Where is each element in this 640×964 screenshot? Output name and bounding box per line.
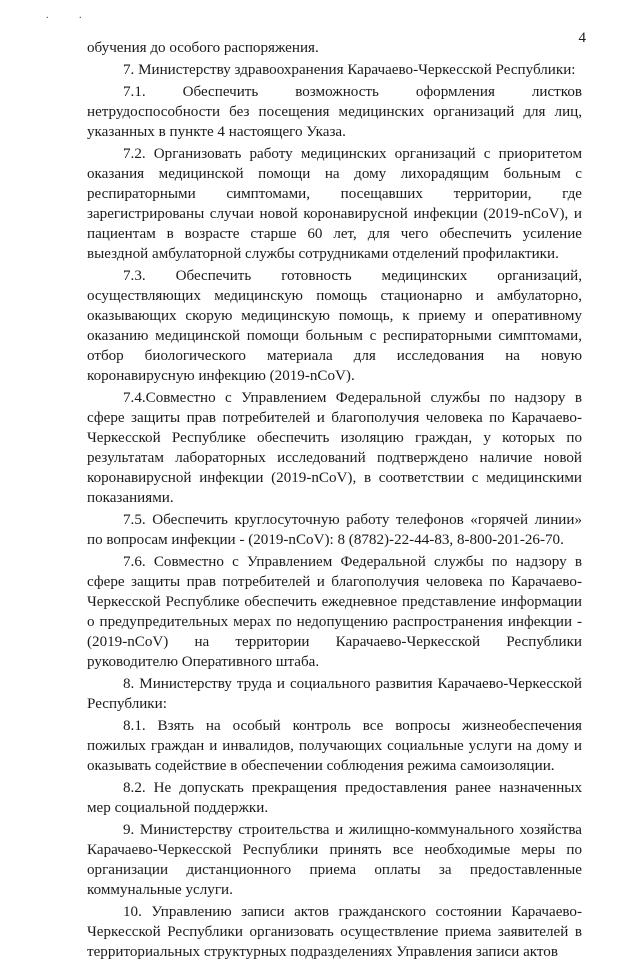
paragraph: 10. Управлению записи актов гражданского состоянии Карачаево-Черкесской Республики организовать осуществление приема заявителей в территориальных структурных подразделениях Управления записи актов — [87, 904, 582, 960]
paragraph: 7.6. Совместно с Управлением Федеральной службы по надзору в сфере защиты прав потребителей и благополучия человека по Карачаево-Черкесской Республике обеспечить ежедневное представление информации о предупредительных мерах по недопущению распространения инфекции - (2019-nCoV) на территории Карачаево-Черкесской Республики руководителю Оперативного штаба. — [87, 554, 582, 670]
paragraph: 7.2. Организовать работу медицинских организаций с приоритетом оказания медицинской помощи на дому лихорадящим больным с респираторными симптомами, посещавших территории, где зарегистрированы случаи новой коронавирусной инфекции (2019-nCoV), и пациентам в возрасте старше 60 лет, для чего обеспечить усиление выездной амбулаторной службы сотрудниками отделений профилактики. — [87, 146, 582, 262]
paragraph: 8. Министерству труда и социального развития Карачаево-Черкесской Республики: — [87, 676, 582, 712]
paragraph: 8.2. Не допускать прекращения предоставления ранее назначенных мер социальной поддержки. — [87, 780, 582, 816]
paragraph: 8.1. Взять на особый контроль все вопросы жизнеобеспечения пожилых граждан и инвалидов, получающих социальные услуги на дому и оказывать содействие в обеспечении соблюдения режима самоизоляции. — [87, 718, 582, 774]
paragraph: обучения до особого распоряжения. — [87, 40, 319, 56]
paragraph: 7.4.Совместно с Управлением Федеральной службы по надзору в сфере защиты прав потребителей и благополучия человека по Карачаево-Черкесской Республике обеспечить изоляцию граждан, у которых по результатам лабораторных исследований подтверждено наличие новой коронавирусной инфекции (2019-nCoV), в соответствии с медицинскими показаниями. — [87, 390, 582, 506]
page-number: 4 — [578, 30, 586, 46]
paragraph: 7.5. Обеспечить круглосуточную работу телефонов «горячей линии» по вопросам инфекции - (2019-nCoV): 8 (8782)-22-44-83, 8-800-201-26-70. — [87, 512, 582, 548]
paragraph: 7.3. Обеспечить готовность медицинских организаций, осуществляющих медицинскую помощь стационарно и амбулаторно, оказывающих скорую медицинскую помощь, к приему и оперативному оказанию медицинской помощи больным с респираторными симптомами, отбор биологического материала для исследования на новую коронавирусную инфекцию (2019-nCoV). — [87, 268, 582, 384]
scan-marks: . . — [46, 10, 96, 21]
paragraph: 9. Министерству строительства и жилищно-коммунального хозяйства Карачаево-Черкесской Республики принять все необходимые меры по организации дистанционного приема оплаты за предоставленные коммунальные услуги. — [87, 822, 582, 898]
paragraph: 7. Министерству здравоохранения Карачаево-Черкесской Республики: — [123, 62, 576, 78]
document-body — [87, 38, 582, 964]
paragraph: 7.1. Обеспечить возможность оформления листков нетрудоспособности без посещения медицинских организаций для лиц, указанных в пункте 4 настоящего Указа. — [87, 84, 582, 140]
